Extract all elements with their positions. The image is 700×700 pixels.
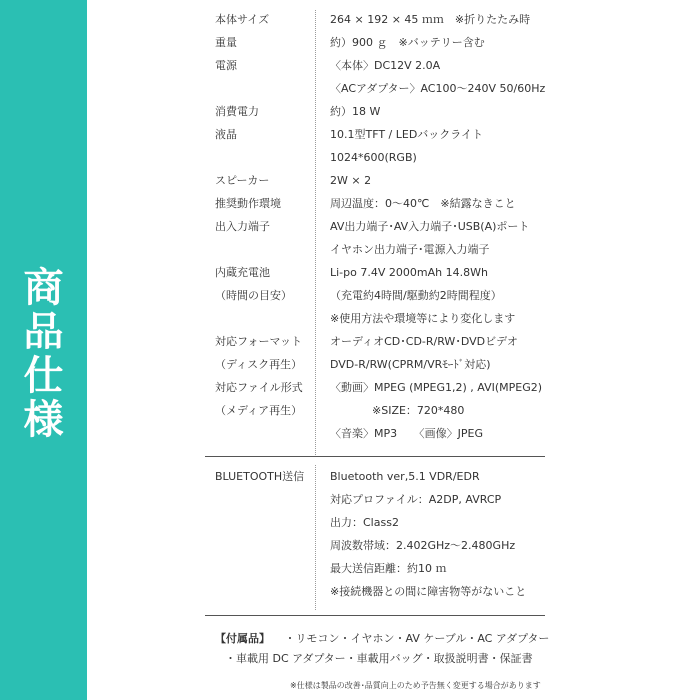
spec-row bbox=[0, 194, 700, 216]
spec-label: 消費電力 bbox=[215, 105, 259, 118]
accessories-line: ・車載用 DC アダプター・車載用バッグ・取扱説明書・保証書 bbox=[225, 652, 533, 665]
sidebar-title-char: 商 bbox=[23, 265, 64, 311]
bluetooth-row bbox=[0, 536, 700, 558]
spec-label: 重量 bbox=[215, 36, 237, 49]
spec-value: 2W × 2 bbox=[330, 174, 372, 187]
accessories-block bbox=[215, 630, 555, 665]
spec-value: 周波数帯域：2.402GHz～2.480GHz bbox=[330, 539, 516, 552]
spec-value: Bluetooth ver,5.1 VDR/EDR bbox=[330, 470, 480, 483]
section-divider bbox=[205, 615, 545, 616]
spec-value: Li-po 7.4V 2000mAh 14.8Wh bbox=[330, 266, 488, 279]
spec-value: 周辺温度：0～40℃ ※結露なきこと bbox=[330, 197, 516, 210]
spec-value: ※使用方法や環境等により変化します bbox=[330, 312, 516, 325]
accessories-heading: 【付属品】 bbox=[215, 632, 265, 645]
spec-row bbox=[0, 286, 700, 308]
spec-value: 出力：Class2 bbox=[330, 516, 399, 529]
spec-value: ※SIZE：720*480 bbox=[372, 404, 465, 417]
spec-value: 約）900 ｇ ※バッテリー含む bbox=[330, 36, 485, 49]
spec-value: （充電約4時間/駆動約2時間程度） bbox=[330, 289, 502, 302]
spec-row bbox=[0, 125, 700, 147]
spec-value: 10.1型TFT / LEDバックライト bbox=[330, 128, 483, 141]
bluetooth-row bbox=[0, 582, 700, 604]
spec-value: DVD-R/RW(CPRM/VRﾓｰﾄﾞ対応) bbox=[330, 358, 491, 371]
spec-row bbox=[0, 79, 700, 101]
spec-value: 264 × 192 × 45 ｍｍ ※折りたたみ時 bbox=[330, 13, 531, 26]
spec-value: AV出力端子･AV入力端子･USB(A)ポート bbox=[330, 220, 530, 233]
spec-value: 〈音楽〉MP3 〈画像〉JPEG bbox=[330, 427, 483, 440]
bluetooth-row bbox=[0, 513, 700, 535]
spec-row bbox=[0, 33, 700, 55]
sidebar-title-char: 品 bbox=[23, 309, 64, 355]
bluetooth-row bbox=[0, 490, 700, 512]
sidebar-title-char: 様 bbox=[23, 397, 64, 443]
spec-row bbox=[0, 171, 700, 193]
spec-label: 出入力端子 bbox=[215, 220, 270, 233]
spec-value: ※接続機器との間に障害物等がないこと bbox=[330, 585, 527, 598]
spec-value: 対応プロファイル：A2DP, AVRCP bbox=[330, 493, 502, 506]
spec-value: 〈動画〉MPEG (MPEG1,2) , AVI(MPEG2) bbox=[330, 381, 543, 394]
spec-row bbox=[0, 309, 700, 331]
section-divider bbox=[205, 456, 545, 457]
spec-row bbox=[0, 240, 700, 262]
spec-row bbox=[0, 10, 700, 32]
spec-label: （時間の目安） bbox=[215, 289, 292, 302]
spec-row bbox=[0, 148, 700, 170]
spec-value: 1024*600(RGB) bbox=[330, 151, 417, 164]
bluetooth-row bbox=[0, 467, 700, 489]
spec-row bbox=[0, 332, 700, 354]
footnote: ※仕様は製品の改善･品質向上のため予告無く変更する場合があります bbox=[290, 681, 541, 690]
spec-value: 〈本体〉DC12V 2.0A bbox=[330, 59, 441, 72]
spec-row bbox=[0, 217, 700, 239]
bluetooth-row bbox=[0, 559, 700, 581]
spec-row bbox=[0, 401, 700, 423]
spec-value: オーディオCD･CD-R/RW･DVDビデオ bbox=[330, 335, 518, 348]
spec-label: 推奨動作環境 bbox=[215, 197, 281, 210]
spec-label: 本体サイズ bbox=[215, 13, 270, 26]
spec-label: BLUETOOTH送信 bbox=[215, 470, 305, 483]
accessories-line: ・リモコン・イヤホン・AV ケーブル・AC アダプター bbox=[284, 632, 550, 645]
spec-label: （ディスク再生） bbox=[215, 358, 303, 371]
spec-row bbox=[0, 355, 700, 377]
spec-label: 対応フォーマット bbox=[215, 335, 303, 348]
spec-value: 〈ACアダプター〉AC100～240V 50/60Hz bbox=[330, 82, 546, 95]
spec-value: 約）18 W bbox=[330, 105, 381, 118]
spec-row bbox=[0, 378, 700, 400]
spec-label: 内蔵充電池 bbox=[215, 266, 270, 279]
spec-label: 対応ファイル形式 bbox=[215, 381, 303, 394]
sidebar-title-char: 仕 bbox=[23, 353, 64, 399]
spec-label: 液晶 bbox=[215, 128, 237, 141]
spec-row bbox=[0, 424, 700, 446]
spec-row bbox=[0, 102, 700, 124]
spec-value: 最大送信距離：約10 ｍ bbox=[330, 562, 447, 575]
spec-label: 電源 bbox=[215, 59, 237, 72]
spec-row bbox=[0, 263, 700, 285]
spec-label: スピーカー bbox=[215, 174, 270, 187]
spec-row bbox=[0, 56, 700, 78]
spec-label: （メディア再生） bbox=[215, 404, 303, 417]
spec-value: イヤホン出力端子･電源入力端子 bbox=[330, 243, 490, 256]
